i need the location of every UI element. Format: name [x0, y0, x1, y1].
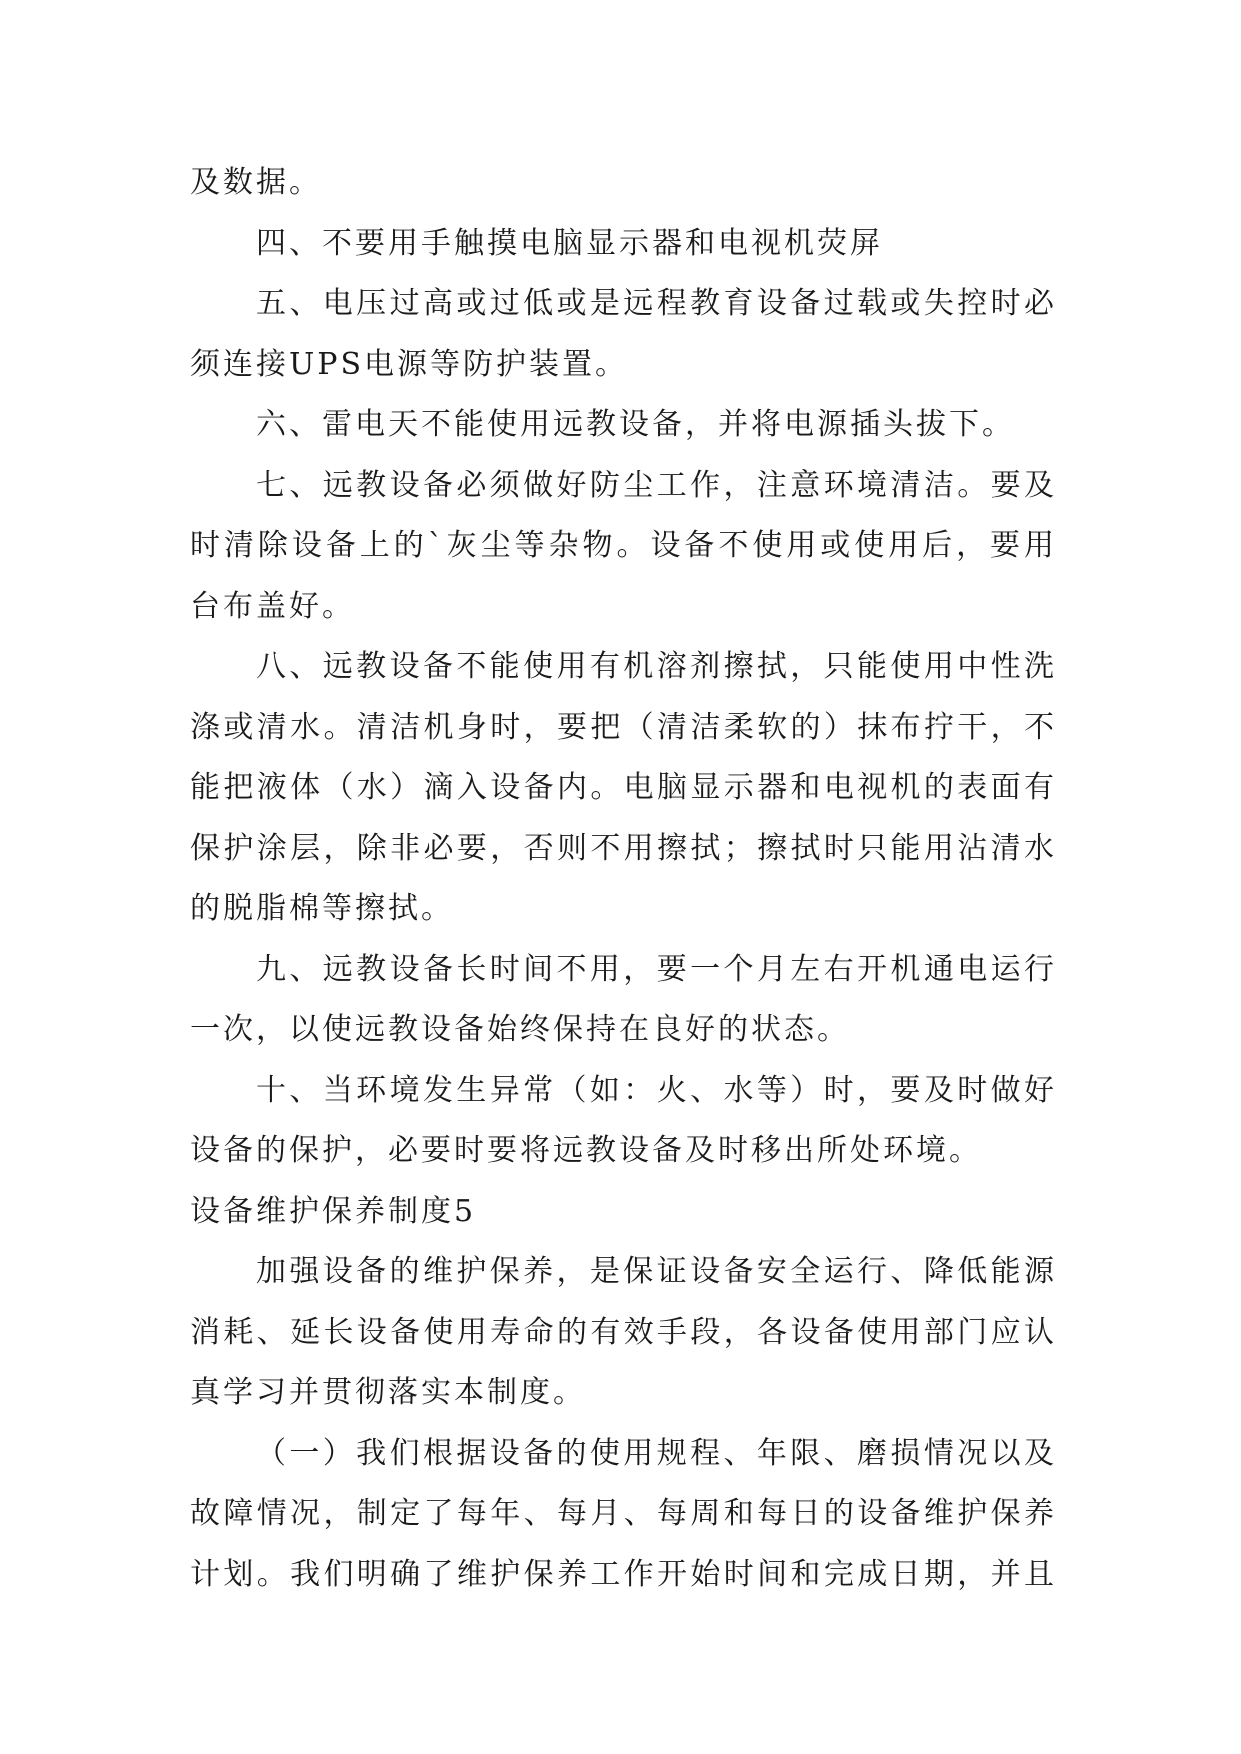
text-line: 保护涂层，除非必要，否则不用擦拭；擦拭时只能用沾清水 — [190, 830, 1057, 866]
text-line: 加强设备的维护保养，是保证设备安全运行、降低能源 — [256, 1254, 1057, 1289]
text-line: 真学习并贯彻落实本制度。 — [190, 1375, 586, 1410]
text-line: 台布盖好。 — [190, 588, 355, 624]
text-line: 能把液体（水）滴入设备内。电脑显示器和电视机的表面有 — [190, 770, 1057, 805]
text-line: 涤或清水。清洁机身时，要把（清洁柔软的）抹布拧干，不 — [190, 709, 1057, 745]
text-line: 十、当环境发生异常（如：火、水等）时，要及时做好 — [256, 1072, 1057, 1108]
text-line: 五、电压过高或过低或是远程教育设备过载或失控时必 — [256, 286, 1057, 321]
text-line: 一次，以使远教设备始终保持在良好的状态。 — [190, 1012, 850, 1047]
text-line: 须连接UPS电源等防护装置。 — [190, 346, 629, 382]
text-line: 计划。我们明确了维护保养工作开始时间和完成日期，并且 — [190, 1556, 1057, 1592]
section-heading: 设备维护保养制度5 — [190, 1193, 477, 1229]
text-line: 八、远教设备不能使用有机溶剂擦拭，只能使用中性洗 — [256, 649, 1057, 684]
text-line: 故障情况，制定了每年、每月、每周和每日的设备维护保养 — [190, 1496, 1057, 1531]
text-line: 七、远教设备必须做好防尘工作，注意环境清洁。要及 — [256, 467, 1057, 503]
text-line: 及数据。 — [190, 165, 322, 200]
text-line: 的脱脂棉等擦拭。 — [190, 891, 454, 926]
text-line: 六、雷电天不能使用远教设备，并将电源插头拔下。 — [256, 407, 1015, 442]
document-body — [190, 153, 1057, 1605]
text-line: 时清除设备上的`灰尘等杂物。设备不使用或使用后，要用 — [190, 528, 1057, 563]
text-line: 设备的保护，必要时要将远教设备及时移出所处环境。 — [190, 1133, 982, 1168]
text-line: （一）我们根据设备的使用规程、年限、磨损情况以及 — [256, 1435, 1057, 1471]
text-line: 消耗、延长设备使用寿命的有效手段，各设备使用部门应认 — [190, 1314, 1057, 1350]
text-line: 四、不要用手触摸电脑显示器和电视机荧屏 — [256, 225, 883, 261]
text-line: 九、远教设备长时间不用，要一个月左右开机通电运行 — [256, 951, 1057, 987]
